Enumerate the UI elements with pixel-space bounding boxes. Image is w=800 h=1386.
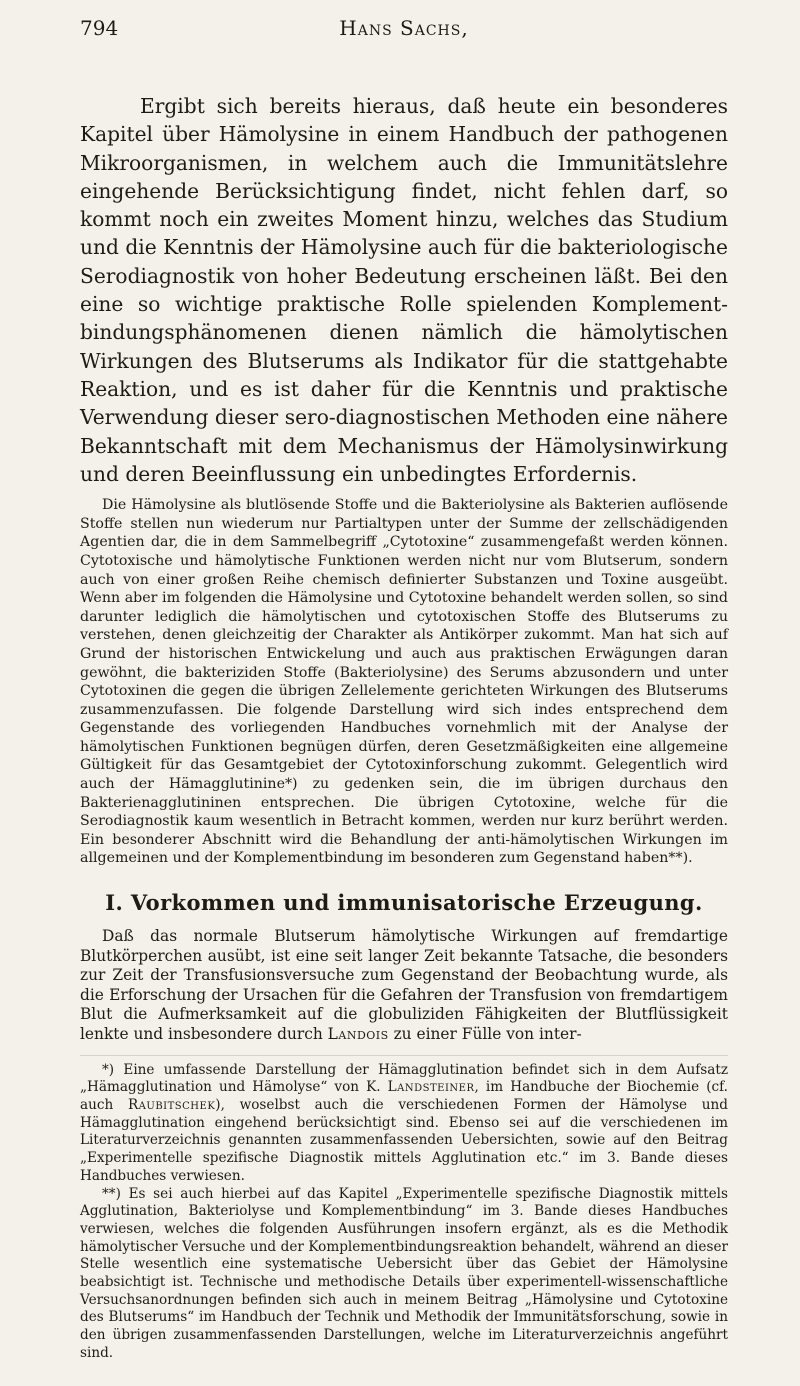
footnote-1-text-1: *) Eine umfassende Darstellung der Hämagglutination befindet sich in dem Aufsatz „Hämagglutination und Hämolyse“ von K. [80,1061,728,1096]
section-paragraph [80,927,728,1045]
footnote-1-text-3: ), woselbst auch die verschiedenen Formen der Hämolyse und Hämagglutination eingehend berücksichtigt sind. Ebenso sei auf die verschiedenen im Literaturverzeichnis genannten zusammenfassenden Uebersichten, sowie auf den Beitrag „Experimentelle spezifische Diagnostik mittels Agglutination etc.“ im 3. Bande dieses Handbuches verwiesen. [80,1097,728,1184]
section-paragraph-text-1: Daß das normale Blutserum hämolytische Wirkungen auf fremdartige Blutkörperchen ausübt, ist eine seit langer Zeit bekannte Tatsache, die besonders zur Zeit der Transfusionsversuche zum Gegenstand der Beobachtung wurde, als die Erforschung der Ursachen für die Gefahren der Transfusion von fremdartigem Blut die Aufmerksamkeit auf die globuliziden Fähigkeiten der Blutflüssigkeit lenkte und insbesondere durch [80,927,728,1043]
small-print-paragraph: Die Hämolysine als blutlösende Stoffe und die Bakteriolysine als Bakterien auflösende Stoffe stellen nun wiederum nur Partialtypen unter der Summe der zellschädigenden Agentien dar, die in dem Sammelbegriff „Cytotoxine“ zusammengefaßt werden können. Cytotoxische und hämolytische Funktionen werden nicht nur vom Blutserum, sondern auch von einer großen Reihe chemisch definierter Substanzen und Toxine ausgeübt. Wenn aber im folgenden die Hämolysine und Cytotoxine behandelt werden sollen, so sind darunter lediglich die hämolytischen und cytotoxischen Stoffe des Blutserums zu verstehen, denen gleichzeitig der Charakter als Antikörper zukommt. Man hat sich auf Grund der historischen Entwickelung und auch aus praktischen Erwägungen daran gewöhnt, die bakteriziden Stoffe (Bakteriolysine) des Serums abzusondern und unter Cytotoxinen die gegen die übrigen Zellelemente gerichteten Wirkungen des Blutserums zusammenzufassen. Die folgende Darstellung wird sich indes entsprechend dem Gegenstande des vorliegenden Handbuches vornehmlich mit der Analyse der hämolytischen Funktionen begnügen dürfen, deren Gesetzmäßigkeiten eine allgemeine Gültigkeit für das Gesamtgebiet der Cytotoxinforschung zukommt. Gelegentlich wird auch der Hämagglutinine*) zu gedenken sein, die im übrigen durchaus den Bakterienagglutininen entsprechen. Die übrigen Cytotoxine, welche für die Serodiagnostik kaum wesentlich in Betracht kommen, werden nur kurz berührt werden. Ein besonderer Abschnitt wird die Behandlung der anti-hämolytischen Wirkungen im allgemeinen und der Komplementbindung im besonderen zum Gegenstand haben**). [80,497,728,867]
author-name-landsteiner: Landsteiner [387,1079,475,1096]
page-content [80,92,728,1363]
author-name-raubitschek: Raubitschek [127,1097,216,1113]
page-number: 794 [80,16,119,40]
footnote-1-text-2: , im Handbuche der Biochemie (cf. auch [80,1079,728,1113]
section-paragraph-text-2: zu einer Fülle von inter- [388,1025,582,1043]
author-name-landois: Landois [327,1025,389,1043]
footnote-separator [80,1055,728,1056]
footnote-1 [80,1062,728,1186]
running-head: Hans Sachs, [339,16,469,40]
lead-paragraph: Ergibt sich bereits hieraus, daß heute ein besonderes Kapitel über Hämolysine in einem Handbuch der pathogenen Mikroorganismen, in welchem auch die Immunitätslehre eingehende Berücksichtigung findet, nicht fehlen darf, so kommt noch ein zweites Moment hinzu, welches das Studium und die Kenntnis der Hämolysine auch für die bakteriologische Serodiagnostik von hoher Bedeutung erscheinen läßt. Bei den eine so wichtige praktische Rolle spielenden Komplement-bindungsphänomenen dienen nämlich die hämolytischen Wirkungen des Blutserums als Indikator für die stattgehabte Reaktion, und es ist daher für die Kenntnis und praktische Verwendung dieser sero-diagnostischen Methoden eine nähere Bekanntschaft mit dem Mechanismus der Hämolysinwirkung und deren Beeinflussung ein unbedingtes Erfordernis. [80,94,729,486]
footnote-2: **) Es sei auch hierbei auf das Kapitel „Experimentelle spezifische Diagnostik mittels Agglutination, Bakteriolyse und Komplementbindung“ im 3. Bande dieses Handbuches verwiesen, welches die folgenden Ausführungen insofern ergänzt, als es die Methodik hämolytischer Versuche und der Komplementbindungsreaktion behandelt, während an dieser Stelle wesentlich eine systematische Uebersicht über das Gebiet der Hämolysine beabsichtigt ist. Technische und methodische Details über experimentell-wissenschaftliche Versuchsanordnungen befinden sich auch in meinem Beitrag „Hämolysine und Cytotoxine des Blutserums“ im Handbuch der Technik und Methodik der Immunitätsforschung, sowie in den übrigen zusammenfassenden Darstellungen, welche im Literaturverzeichnis angeführt sind. [80,1185,728,1361]
section-heading: I. Vorkommen und immunisatorische Erzeugung. [105,890,703,916]
page-header [80,16,728,46]
